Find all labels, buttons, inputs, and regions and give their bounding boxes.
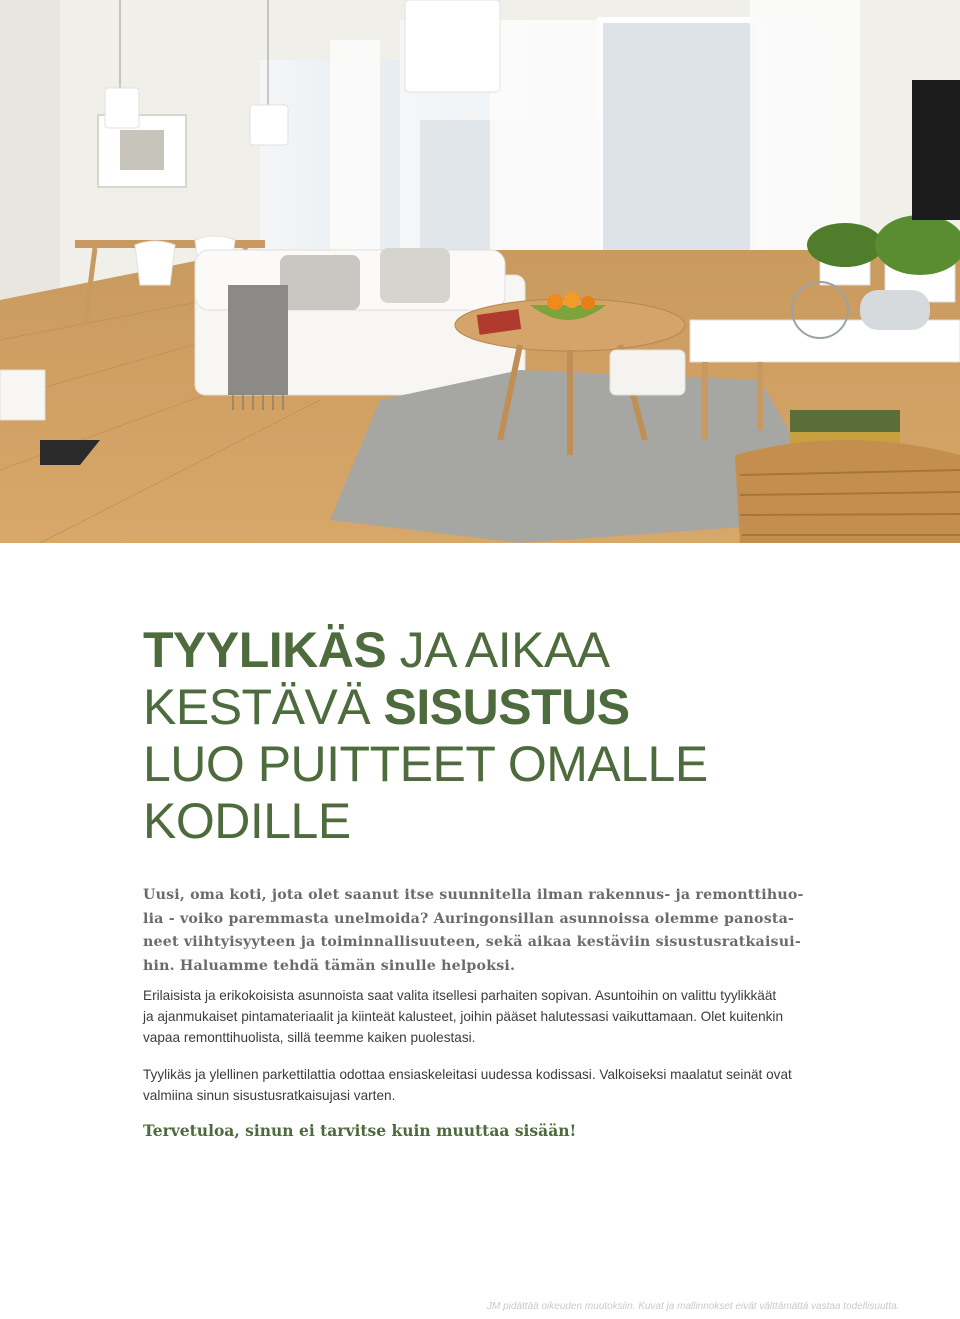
body-line: ja ajanmukaiset pintamateriaalit ja kiinteät kalusteet, joihin pääset halutessasi vaikuttamaan. Olet kuitenkin (143, 1009, 784, 1024)
headline-line-1: TYYLIKÄS JA AIKAA (143, 622, 610, 678)
body-line: Erilaisista ja erikokoisista asunnoista saat valita itsellesi parhaiten sopivan. Asuntoihin on valittu tyylikkäät (143, 988, 777, 1003)
intro-line: lia - voiko paremmasta unelmoida? Auringonsillan asunnoissa olemme panosta- (143, 910, 795, 927)
intro-paragraph (143, 884, 808, 978)
body-line: vapaa remonttihuolista, sillä teemme kaiken puolestasi. (143, 1030, 476, 1045)
body-line: valmiina sinun sisustusratkaisujasi varten. (143, 1088, 396, 1103)
body-paragraph-2 (143, 1064, 813, 1106)
intro-line: Uusi, oma koti, jota olet saanut itse suunnitella ilman rakennus- ja remonttihuo- (143, 887, 804, 903)
intro-line: neet viihtyisyyteen ja toiminnallisuuteen, sekä aikaa kestäviin sisustusratkaisui- (143, 934, 801, 950)
footer-disclaimer: JM pidättää oikeuden muutoksiin. Kuvat ja mallinnokset eivät välttämättä vastaa todellisuutta. (487, 1301, 900, 1312)
welcome-line: Tervetuloa, sinun ei tarvitse kuin muuttaa sisään! (143, 1121, 577, 1140)
headline (143, 622, 863, 850)
body-line: Tyylikäs ja ylellinen parkettilattia odottaa ensiaskeleitasi uudessa kodissasi. Valkoiseksi maalatut seinät ovat (143, 1067, 792, 1082)
headline-line-2: KESTÄVÄ SISUSTUS (143, 679, 630, 735)
headline-line-3: LUO PUITTEET OMALLE (143, 736, 708, 792)
body-paragraph-1 (143, 985, 813, 1048)
intro-line: hin. Haluamme tehdä tämän sinulle helpoksi. (143, 957, 516, 974)
headline-line-4: KODILLE (143, 793, 351, 849)
hero-photo (0, 0, 960, 543)
